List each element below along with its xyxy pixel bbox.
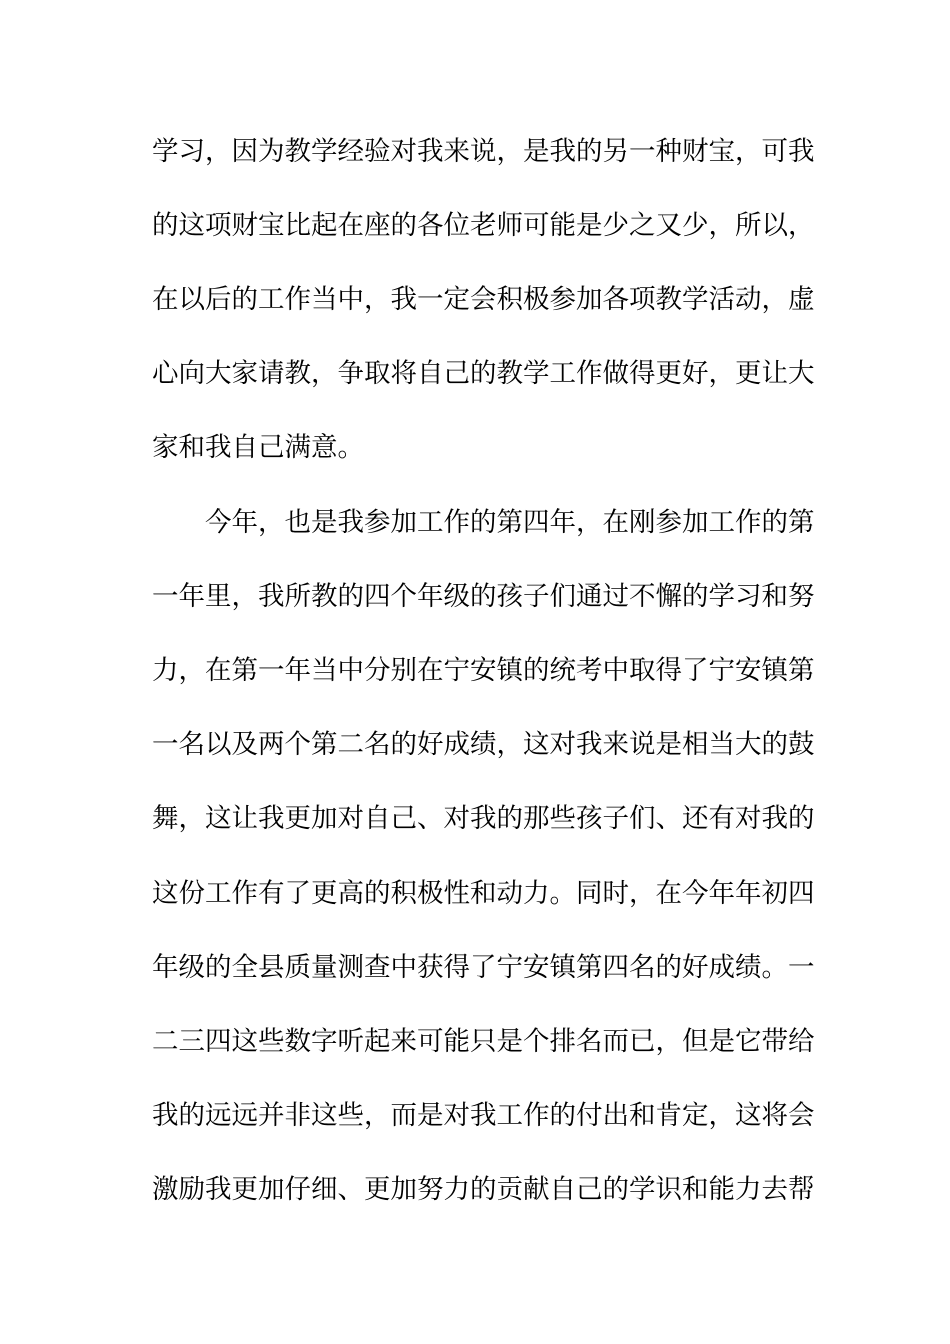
text-line: 的这项财宝比起在座的各位老师可能是少之又少，所以， <box>152 210 815 241</box>
text-line: 学习，因为教学经验对我来说，是我的另一种财宝，可我 <box>152 136 815 167</box>
text-line: 家和我自己满意。 <box>152 432 364 463</box>
text-line: 心向大家请教，争取将自己的教学工作做得更好，更让大 <box>152 358 815 389</box>
text-line: 在以后的工作当中，我一定会积极参加各项教学活动，虚 <box>152 284 815 315</box>
text-line: 力，在第一年当中分别在宁安镇的统考中取得了宁安镇第 <box>152 655 815 686</box>
text-line: 一年里，我所教的四个年级的孩子们通过不懈的学习和努 <box>152 581 815 612</box>
text-line: 我的远远并非这些，而是对我工作的付出和肯定，这将会 <box>152 1100 815 1131</box>
text-line: 二三四这些数字听起来可能只是个排名而已，但是它带给 <box>152 1026 815 1057</box>
text-line: 舞，这让我更加对自己、对我的那些孩子们、还有对我的 <box>152 803 815 834</box>
paragraph-first-line: 今年，也是我参加工作的第四年，在刚参加工作的第 <box>205 507 815 538</box>
text-line: 这份工作有了更高的积极性和动力。同时，在今年年初四 <box>152 878 815 909</box>
text-line: 年级的全县质量测查中获得了宁安镇第四名的好成绩。一 <box>152 952 815 983</box>
text-line: 一名以及两个第二名的好成绩，这对我来说是相当大的鼓 <box>152 729 815 760</box>
text-line: 激励我更加仔细、更加努力的贡献自己的学识和能力去帮 <box>152 1174 815 1205</box>
